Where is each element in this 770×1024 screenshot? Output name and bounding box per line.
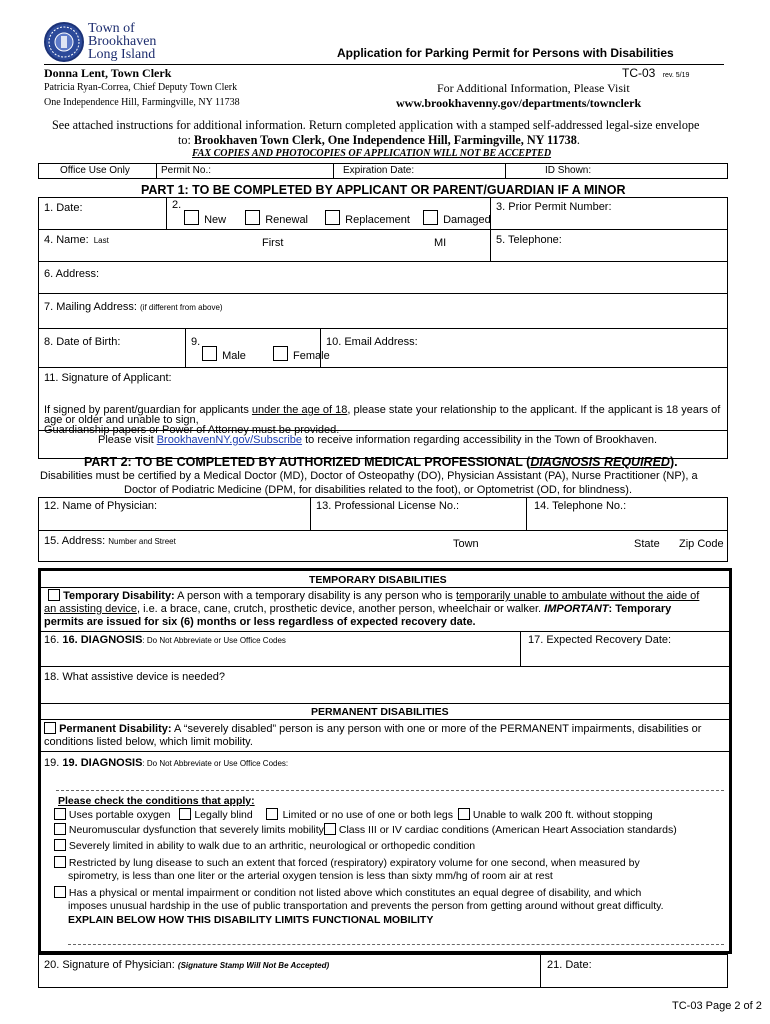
mailing-label: 7. Mailing Address:	[44, 301, 137, 313]
neuro-checkbox[interactable]	[54, 823, 66, 835]
page-number: TC-03 Page 2 of 2	[672, 1000, 762, 1012]
temporary-heading: TEMPORARY DISABILITIES	[309, 574, 447, 586]
physician-signature-field[interactable]	[44, 959, 329, 971]
diag16-note: : Do Not Abbreviate or Use Office Codes	[142, 636, 286, 645]
permanent-checkbox[interactable]	[44, 722, 56, 734]
subscribe-link[interactable]: BrookhavenNY.gov/Subscribe	[156, 434, 303, 446]
permit-type-number: 2.	[172, 199, 182, 211]
new-label: New	[204, 214, 227, 226]
temporary-diagnosis-field[interactable]	[44, 634, 286, 646]
part1-title: PART 1: TO BE COMPLETED BY APPLICANT OR PARENT/GUARDIAN IF A MINOR	[141, 183, 626, 197]
instructions-period: .	[576, 133, 580, 147]
temporary-label: Temporary Disability:	[63, 590, 175, 602]
town-seal	[44, 22, 84, 62]
temporary-desc-b: , i.e. a brace, cane, crutch, prosthetic device, another person, wheelchair or walker.	[136, 603, 545, 615]
new-checkbox[interactable]	[184, 210, 199, 225]
date-field[interactable]: 1. Date:	[44, 202, 83, 214]
oxygen-label: Uses portable oxygen	[68, 809, 171, 821]
permanent-desc-a: A “severely disabled” person is any person with one or more of the PERMANENT impairments, disabilities or	[171, 723, 702, 735]
walk-checkbox[interactable]	[458, 808, 470, 820]
renewal-label: Renewal	[265, 214, 309, 226]
name-first-label: First	[262, 237, 284, 249]
explain-label: EXPLAIN BELOW HOW THIS DISABILITY LIMITS FUNCTIONAL MOBILITY	[68, 913, 434, 926]
blind-label: Legally blind	[194, 809, 253, 821]
instructions-line2	[178, 133, 580, 148]
diag19-label: 19. 19. DIAGNOSIS	[44, 757, 143, 769]
permit-type-options	[184, 210, 491, 226]
temporary-desc-a: A person with a temporary disability is any person who is	[174, 590, 456, 602]
other-label-2: imposes unusual hardship in the use of public transportation and prevents the person from getting around without great difficulty.	[68, 900, 664, 912]
address-state-label: State	[634, 538, 660, 550]
logo-line2: Brookhaven	[88, 34, 157, 49]
name-mi-label: MI	[434, 237, 447, 249]
damaged-checkbox[interactable]	[423, 210, 438, 225]
female-checkbox[interactable]	[273, 346, 288, 361]
conditions-list	[54, 808, 729, 927]
cardiac-label: Class III or IV cardiac conditions (American Heart Association standards)	[338, 823, 677, 836]
guardian-note-b: , please state your relationship to the applicant. If the applicant is 18 years of age or older and unable to sign,	[44, 404, 721, 426]
form-code	[622, 66, 689, 80]
phys-sig-label: 20. Signature of Physician:	[44, 959, 175, 971]
title-rule	[44, 64, 724, 65]
guardian-note-a: If signed by parent/guardian for applicants	[44, 404, 252, 416]
dob-field[interactable]: 8. Date of Birth:	[44, 336, 121, 348]
fax-notice: FAX COPIES AND PHOTOCOPIES OF APPLICATION WILL NOT BE ACCEPTED	[192, 148, 552, 159]
clerk-name: Donna Lent, Town Clerk	[44, 66, 172, 80]
permanent-diagnosis-field[interactable]	[44, 757, 288, 769]
address-town-label: Town	[453, 538, 479, 550]
important-suffix: : Temporary	[608, 603, 672, 615]
physician-phone-field[interactable]: 14. Telephone No.:	[534, 500, 627, 512]
permanent-desc-b: conditions listed below, which limit mobility.	[44, 736, 253, 748]
other-checkbox[interactable]	[54, 886, 66, 898]
visit-suffix: to receive information regarding accessibility in the Town of Brookhaven.	[302, 434, 658, 446]
lung-label-1: Restricted by lung disease to such an extent that forced (respiratory) expiratory volume for one second, when measured by	[68, 856, 640, 869]
permanent-heading: PERMANENT DISABILITIES	[311, 706, 449, 718]
neuro-label: Neuromuscular dysfunction that severely limits mobility	[68, 823, 324, 836]
address-street-label: Number and Street	[108, 537, 176, 546]
permanent-label: Permanent Disability:	[59, 723, 172, 735]
cert-line2: Doctor of Podiatric Medicine (DPM, for disabilities related to the foot), or Optometrist (OD, for blindness).	[124, 484, 633, 496]
diagnosis-line	[56, 790, 724, 791]
legs-label: Limited or no use of one or both legs	[282, 809, 454, 821]
damaged-label: Damaged	[443, 214, 491, 226]
deputy-name: Patricia Ryan-Correa, Chief Deputy Town Clerk	[44, 82, 238, 93]
part2-title-main: PART 2: TO BE COMPLETED BY AUTHORIZED MEDICAL PROFESSIONAL (	[84, 455, 531, 469]
temporary-permit-line: permits are issued for six (6) months or less regardless of expected recovery date.	[44, 616, 476, 628]
renewal-checkbox[interactable]	[245, 210, 260, 225]
cert-line1: Disabilities must be certified by a Medical Doctor (MD), Doctor of Osteopathy (DO), Physician Assistant (PA), Nurse Practitioner (NP), a	[40, 470, 698, 482]
part2-title-end: ).	[669, 455, 678, 469]
guardian-note	[44, 405, 724, 435]
legs-checkbox[interactable]	[266, 808, 278, 820]
subscribe-line	[98, 434, 657, 446]
instructions-to: to:	[178, 133, 194, 147]
temporary-desc-u: temporarily unable to ambulate without the aide of	[455, 590, 700, 602]
form-code-text: TC-03	[622, 66, 656, 80]
other-label-1: Has a physical or mental impairment or condition not listed above which constitutes an equal degree of disability, and which	[68, 886, 642, 899]
part2-title	[84, 455, 678, 469]
temporary-desc-u2: an assisting device	[44, 603, 137, 615]
telephone-field[interactable]: 5. Telephone:	[496, 234, 562, 246]
license-field[interactable]: 13. Professional License No.:	[316, 500, 460, 512]
clerk-address: One Independence Hill, Farmingville, NY 11738	[44, 97, 240, 108]
sex-options	[202, 346, 330, 362]
instructions-line1: See attached instructions for additional information. Return completed application with a stamped self-addressed legal-size envelope	[52, 118, 700, 132]
diag19-note: : Do Not Abbreviate or Use Office Codes:	[142, 759, 289, 768]
cardiac-checkbox[interactable]	[324, 823, 336, 835]
male-label: Male	[222, 350, 246, 362]
physician-address-field[interactable]	[44, 535, 176, 547]
diag16-label: 16. 16. DIAGNOSIS	[44, 634, 143, 646]
assistive-device-field[interactable]: 18. What assistive device is needed?	[44, 671, 225, 683]
temporary-desc	[44, 589, 728, 629]
blind-checkbox[interactable]	[179, 808, 191, 820]
male-checkbox[interactable]	[202, 346, 217, 361]
form-title: Application for Parking Permit for Persons with Disabilities	[337, 46, 674, 60]
applicant-signature-field[interactable]: 11. Signature of Applicant:	[44, 372, 172, 384]
address-label: 15. Address:	[44, 535, 106, 547]
diag19-bold: 19. DIAGNOSIS	[62, 757, 143, 769]
name-last-label: Last	[93, 236, 109, 245]
mailing-note: (if different from above)	[140, 303, 223, 312]
diagnosis-required: DIAGNOSIS REQUIRED	[530, 455, 670, 469]
arthritic-checkbox[interactable]	[54, 839, 66, 851]
check-title: Please check the conditions that apply:	[58, 795, 255, 807]
lung-checkbox[interactable]	[54, 856, 66, 868]
physician-name-field[interactable]: 12. Name of Physician:	[44, 500, 158, 512]
temporary-checkbox[interactable]	[48, 589, 60, 601]
replacement-checkbox[interactable]	[325, 210, 340, 225]
permit-no-field[interactable]: Permit No.:	[161, 165, 212, 176]
address-zip-label: Zip Code	[679, 538, 724, 550]
diag16-bold: 16. DIAGNOSIS	[62, 634, 143, 646]
return-address: Brookhaven Town Clerk, One Independence Hill, Farmingville, NY 11738	[193, 133, 577, 147]
guardian-note-age: under the age of 18	[251, 404, 348, 416]
walk-label: Unable to walk 200 ft. without stopping	[472, 809, 653, 821]
sex-number: 9.	[191, 336, 201, 348]
important-label: IMPORTANT	[544, 603, 609, 615]
expiration-field[interactable]: Expiration Date:	[343, 165, 415, 176]
recovery-date-field[interactable]: 17. Expected Recovery Date:	[528, 634, 672, 646]
lung-label-2: spirometry, is less than one liter or the arterial oxygen tension is less than sixty mm/hg of room air at rest	[68, 870, 553, 882]
website-link[interactable]: www.brookhavenny.gov/departments/townclerk	[396, 96, 642, 110]
replacement-label: Replacement	[345, 214, 410, 226]
female-label: Female	[293, 350, 330, 362]
mailing-address-field[interactable]	[44, 301, 223, 313]
prior-permit-field[interactable]: 3. Prior Permit Number:	[496, 201, 612, 213]
permanent-desc	[44, 722, 728, 749]
id-shown-field[interactable]: ID Shown:	[545, 165, 592, 176]
form-rev: rev. 5/19	[662, 72, 690, 79]
name-label: 4. Name:	[44, 234, 89, 246]
visit-prefix: Please visit	[98, 434, 157, 446]
email-field[interactable]: 10. Email Address:	[326, 336, 418, 348]
address-field[interactable]: 6. Address:	[44, 268, 100, 280]
phys-sig-note: (Signature Stamp Will Not Be Accepted)	[177, 961, 330, 970]
logo-line1: Town of	[88, 21, 135, 36]
info-line: For Additional Information, Please Visit	[437, 81, 630, 95]
logo-text	[88, 22, 156, 61]
office-use-label: Office Use Only	[60, 165, 130, 176]
logo-line3: Long Island	[88, 47, 156, 62]
physician-date-field[interactable]: 21. Date:	[547, 959, 592, 971]
guardian-note-c: Guardianship papers or Power of Attorney must be provided.	[44, 424, 340, 436]
name-field[interactable]	[44, 234, 109, 246]
explain-line	[68, 944, 724, 945]
arthritic-label: Severely limited in ability to walk due to an arthritic, neurological or orthopedic condition	[68, 840, 476, 852]
oxygen-checkbox[interactable]	[54, 808, 66, 820]
